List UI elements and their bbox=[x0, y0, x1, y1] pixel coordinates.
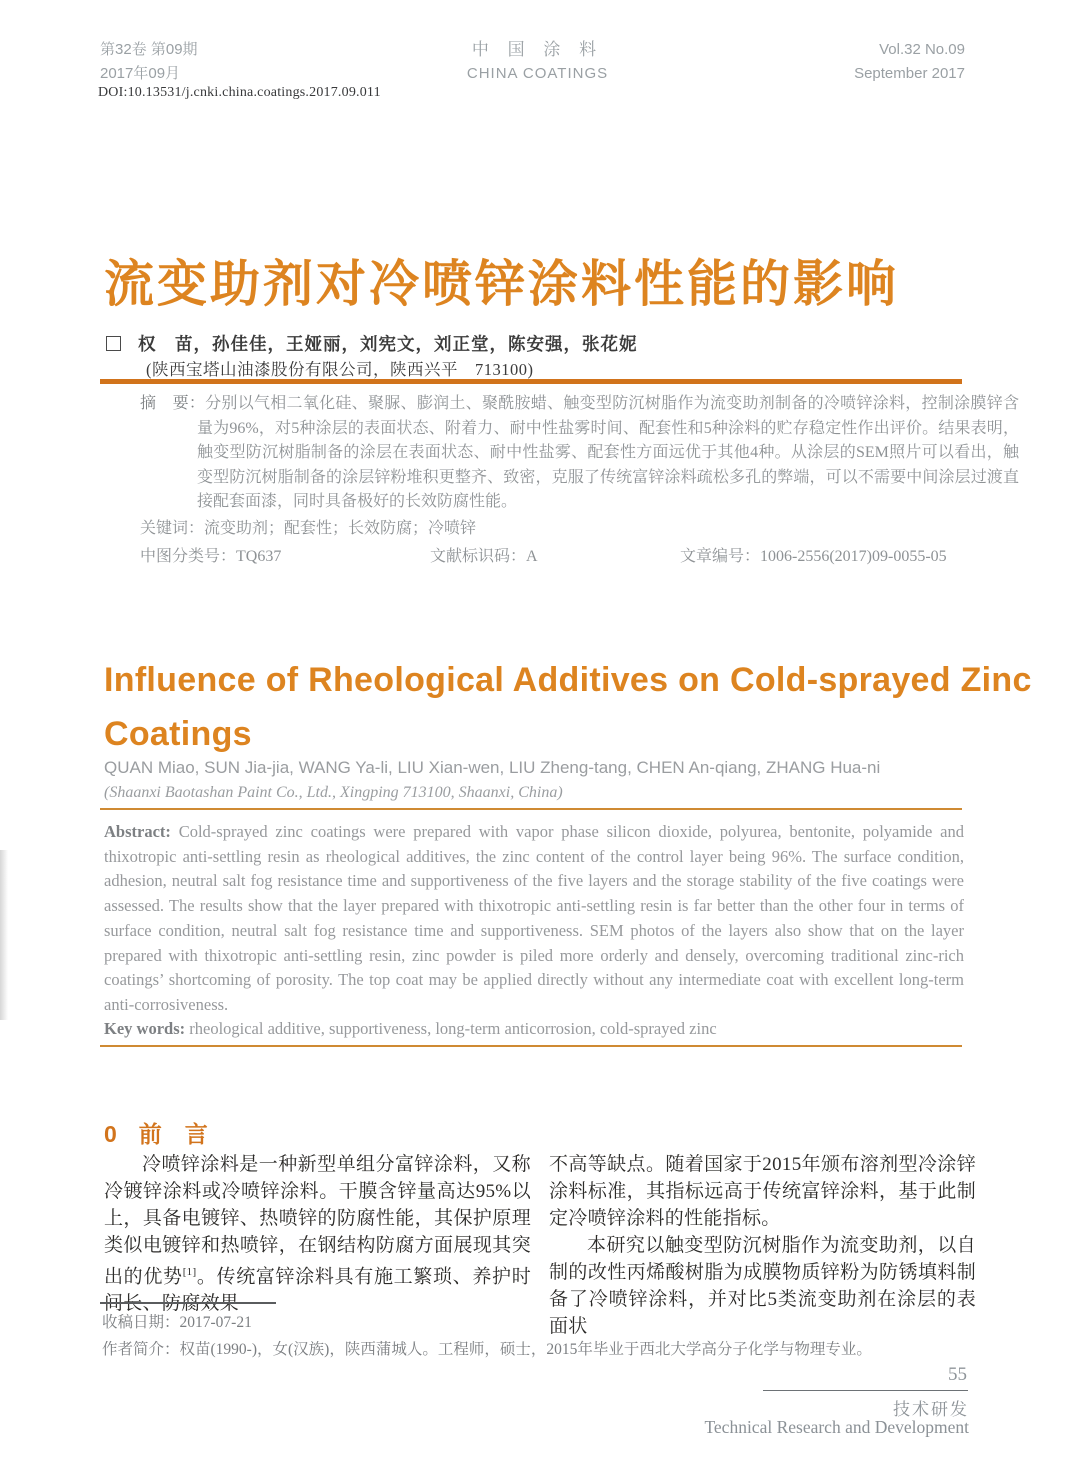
authors-row-cn bbox=[106, 331, 638, 356]
document-code bbox=[430, 543, 538, 566]
received-value: 2017-07-21 bbox=[179, 1314, 252, 1331]
abstract-cn bbox=[140, 392, 1019, 515]
journal-name-cn: 中 国 涂 料 bbox=[471, 40, 604, 59]
date-en: September 2017 bbox=[854, 65, 965, 82]
abstract-text-cn: 分别以气相二氧化硅、聚脲、膨润土、聚酰胺蜡、触变型防沉树脂作为流变助剂制备的冷喷锌涂料，控制涂膜锌含量为96%，对5种涂层的表面状态、附着力、耐中性盐雾时间、配套性和5种涂料的贮存稳定性作出评价。结果表明，触变型防沉树脂制备的涂层在表面状态、耐中性盐雾、配套性方面远优于其他4种。从涂层的SEM照片可以看出，触变型防沉树脂制备的涂层锌粉堆积更整齐、致密，克服了传统富锌涂料疏松多孔的弊端，可以不需要中间涂层过渡直接配套面漆，同时具备极好的长效防腐性能。 bbox=[197, 395, 1019, 510]
received-label: 收稿日期： bbox=[102, 1314, 180, 1331]
keywords-label-cn: 关键词： bbox=[140, 520, 205, 537]
article-title-cn: 流变助剂对冷喷锌涂料性能的影响 bbox=[104, 256, 899, 312]
author-marker-square bbox=[106, 336, 121, 351]
reference-marker: [1] bbox=[182, 1266, 197, 1278]
article-title-en-line1: Influence of Rheological Additives on Cold-sprayed Zinc bbox=[104, 661, 1032, 699]
section-number: 0 bbox=[104, 1121, 117, 1147]
article-title-en bbox=[104, 653, 1032, 761]
article-id-label: 文章编号： bbox=[680, 548, 761, 565]
date-cn: 2017年09月 bbox=[100, 65, 181, 82]
abstract-label-en: Abstract: bbox=[104, 822, 171, 841]
clc-label: 中图分类号： bbox=[140, 548, 237, 565]
volume-issue-cn: 第32卷 第09期 bbox=[100, 41, 198, 58]
intro-paragraph-1 bbox=[104, 1151, 531, 1317]
doc-code-label: 文献标识码： bbox=[430, 548, 527, 565]
divider-thin-orange-bottom bbox=[100, 1045, 962, 1047]
journal-name-en: CHINA COATINGS bbox=[466, 65, 609, 82]
header-right bbox=[854, 38, 965, 86]
bio-text: 权苗(1990-)，女(汉族)，陕西蒲城人。工程师，硕士，2015年毕业于西北大学高分子化学与物理专业。 bbox=[179, 1341, 872, 1358]
page-number: 55 bbox=[948, 1364, 967, 1385]
divider-thin-orange-top bbox=[100, 808, 962, 810]
keywords-en bbox=[104, 1019, 717, 1039]
footnote-divider bbox=[100, 1302, 276, 1304]
keywords-cn bbox=[140, 515, 476, 538]
article-id-value: 1006-2556(2017)09-0055-05 bbox=[760, 548, 947, 565]
article-id bbox=[680, 543, 947, 566]
divider-thick-orange bbox=[100, 379, 962, 384]
section-heading bbox=[104, 1116, 208, 1149]
abstract-text-en: Cold-sprayed zinc coatings were prepared with vapor phase silicon dioxide, polyurea, bentonite, polyamide and thixotropic anti-settling resin as rheological additives, the zinc content of the control layer being 96%. The surface condition, adhesion, neutral salt fog resistance time and supportiveness of the five layers and the storage stability of the five coatings were assessed. The results show that the layer prepared with thixotropic anti-settling resin is far better than the other four in terms of surface condition, neutral salt fog resistance time and supportiveness. SEM photos of the layers also show that on the layer prepared with thixotropic anti-settling resin, zinc powder is piled more orderly and densely, overcoming traditional zinc-rich coatings’ shortcoming of porosity. The top coat may be applied directly without any intermediate coat with excellent long-term anti-corrosiveness. bbox=[104, 822, 964, 1014]
section-title: 前 言 bbox=[138, 1121, 208, 1147]
footer-divider bbox=[763, 1390, 968, 1391]
bio-label: 作者简介： bbox=[102, 1341, 180, 1358]
body-column-right bbox=[549, 1151, 976, 1340]
clc-number bbox=[140, 543, 281, 566]
intro-paragraph-1-continued: 不高等缺点。随着国家于2015年颁布溶剂型冷涂锌涂料标准，其指标远高于传统富锌涂料，基于此制定冷喷锌涂料的性能指标。 bbox=[549, 1154, 976, 1229]
author-bio-line bbox=[102, 1337, 872, 1359]
keywords-label-en: Key words: bbox=[104, 1019, 186, 1038]
column-name-en: Technical Research and Development bbox=[704, 1417, 969, 1437]
affiliation-en: (Shaanxi Baotashan Paint Co., Ltd., Xingping 713100, Shaanxi, China) bbox=[104, 784, 563, 801]
doi-line: DOI:10.13531/j.cnki.china.coatings.2017.09.011 bbox=[98, 85, 381, 100]
article-title-en-line2: Coatings bbox=[104, 715, 252, 753]
doc-code-value: A bbox=[526, 548, 538, 565]
scan-edge-artifact bbox=[0, 850, 8, 1020]
keywords-text-cn: 流变助剂；配套性；长效防腐；冷喷锌 bbox=[204, 520, 477, 537]
authors-en: QUAN Miao, SUN Jia-jia, WANG Ya-li, LIU Xian-wen, LIU Zheng-tang, CHEN An-qiang, ZHANG Hua-ni bbox=[104, 758, 881, 777]
clc-value: TQ637 bbox=[236, 548, 282, 565]
classification-row bbox=[140, 543, 962, 565]
abstract-en bbox=[104, 820, 964, 1018]
column-name-cn: 技术研发 bbox=[893, 1400, 969, 1419]
intro-paragraph-2: 本研究以触变型防沉树脂作为流变助剂，以自制的改性丙烯酸树脂为成膜物质锌粉为防锈填料制备了冷喷锌涂料，并对比5类流变助剂在涂层的表面状 bbox=[549, 1235, 976, 1337]
received-date-line bbox=[102, 1310, 252, 1332]
volume-issue-en: Vol.32 No.09 bbox=[879, 41, 965, 58]
keywords-text-en: rheological additive, supportiveness, long-term anticorrosion, cold-sprayed zinc bbox=[185, 1019, 717, 1038]
intro-p1-text: 冷喷锌涂料是一种新型单组分富锌涂料，又称冷镀锌涂料或冷喷锌涂料。干膜含锌量高达95%以上，具备电镀锌、热喷锌的防腐性能，其保护原理类似电镀锌和热喷锌，在钢结构防腐方面展现其突出的优势 bbox=[104, 1154, 531, 1288]
affiliation-cn: (陕西宝塔山油漆股份有限公司，陕西兴平 713100) bbox=[146, 360, 534, 379]
authors-cn: 权 苗，孙佳佳，王娅丽，刘宪文，刘正堂，陈安强，张花妮 bbox=[138, 334, 638, 354]
intro-p1-continued: 。传统富锌涂料具有施工繁琐、养护时间长、防腐效果 bbox=[104, 1266, 531, 1315]
abstract-label-cn: 摘 要： bbox=[140, 395, 206, 412]
